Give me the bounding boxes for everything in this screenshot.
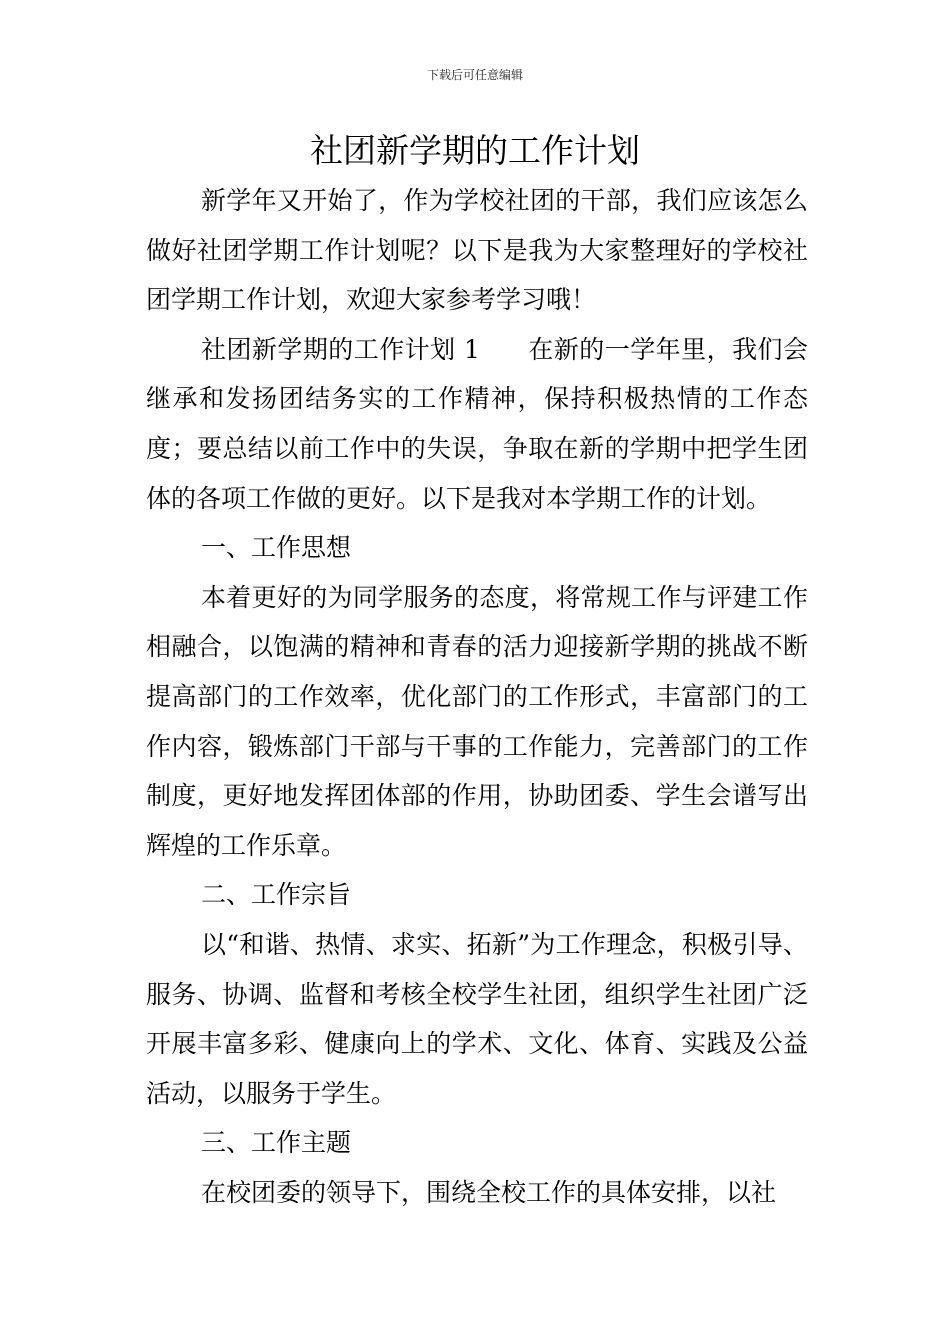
section-heading-2: 二、工作宗旨 <box>201 880 352 910</box>
section-heading-3: 三、工作主题 <box>201 1128 352 1158</box>
plan-label: 社团新学期的工作计划 1 <box>201 334 480 364</box>
document-title: 社团新学期的工作计划 <box>310 131 640 170</box>
plan-intro-paragraph <box>146 325 808 523</box>
intro-paragraph: 新学年又开始了，作为学校社团的干部，我们应该怎么做好社团学期工作计划呢？以下是我为大家整理好的学校社团学期工作计划，欢迎大家参考学习哦！ <box>146 186 808 315</box>
section-paragraph-2: 以“和谐、热情、求实、拓新”为工作理念，积极引导、服务、协调、监督和考核全校学生社团，组织学生社团广泛开展丰富多彩、健康向上的学术、文化、体育、实践及公益活动，以服务于学生。 <box>146 929 808 1108</box>
page-header-note: 下载后可任意编辑 <box>426 68 523 82</box>
section-heading-1: 一、工作思想 <box>201 533 352 563</box>
document-body <box>146 176 808 1217</box>
section-paragraph-3: 在校团委的领导下，围绕全校工作的具体安排，以社 <box>201 1177 777 1207</box>
plan-intro-text: 在新的一学年里，我们会继承和发扬团结务实的工作精神，保持积极热情的工作态度；要总结以前工作中的失误，争取在新的学期中把学生团体的各项工作做的更好。以下是我对本学期工作的计划。 <box>146 334 808 513</box>
section-paragraph-1: 本着更好的为同学服务的态度，将常规工作与评建工作相融合，以饱满的精神和青春的活力迎接新学期的挑战不断提高部门的工作效率，优化部门的工作形式，丰富部门的工作内容，锻炼部门干部与干事的工作能力，完善部门的工作制度，更好地发挥团体部的作用，协助团委、学生会谱写出辉煌的工作乐章。 <box>146 582 808 860</box>
